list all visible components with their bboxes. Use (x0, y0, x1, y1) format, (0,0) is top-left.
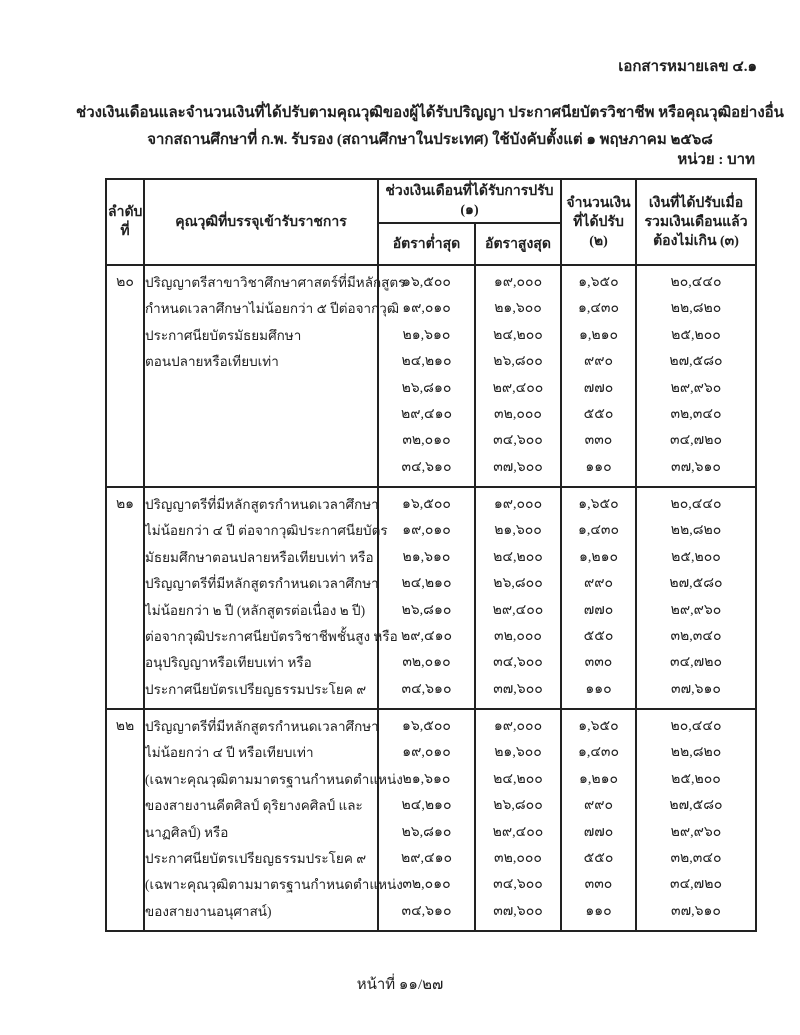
row-cap-amounts-line: ๒๐,๔๔๐ (670, 497, 722, 512)
header-min-rate: อัตราต่ำสุด (378, 223, 475, 265)
row-min-rates-line: ๒๔,๒๑๐ (401, 798, 452, 814)
row-cap-amounts-line: ๒๐,๔๔๐ (670, 719, 722, 734)
header-cap-amount: เงินที่ได้ปรับเมื่อ รวมเงินเดือนแล้ว ต้องไม่เกิน (๓) (636, 179, 756, 265)
row-min-rates-line: ๒๑,๖๑๐ (402, 771, 451, 787)
row-max-rates-line: ๒๙,๔๐๐ (492, 602, 544, 618)
row-adjust-amounts-line: ๙๙๐ (583, 354, 614, 370)
row-max-rates-line: ๑๙,๐๐๐ (493, 497, 543, 512)
row-min-rates (378, 265, 475, 487)
row-cap-amounts-line: ๓๒,๓๔๐ (670, 407, 722, 423)
row-cap-amounts-line: ๓๗,๖๑๐ (671, 459, 721, 475)
row-cap-amounts-line: ๒๒,๘๒๐ (670, 523, 722, 539)
row-cap-amounts-line: ๓๗,๖๑๐ (671, 681, 721, 697)
row-max-rates-line: ๒๙,๔๐๐ (492, 824, 544, 840)
row-qualification-line: ของสายงานอนุศาสน์) (145, 903, 272, 919)
row-cap-amounts (636, 265, 756, 487)
row-cap-amounts (636, 487, 756, 709)
row-qualification-line: (เฉพาะคุณวุฒิตามมาตรฐานกำหนดตำแหน่ง (145, 771, 403, 787)
row-max-rates-line: ๓๒,๐๐๐ (494, 407, 542, 423)
row-qualification-line: กำหนดเวลาศึกษาไม่น้อยกว่า ๕ ปีต่อจากวุฒิ (145, 301, 400, 317)
table-row (106, 487, 756, 709)
row-qualification-line: อนุปริญญาหรือเทียบเท่า หรือ (145, 655, 312, 671)
row-adjust-amounts-line: ๑,๔๓๐ (577, 523, 620, 539)
row-min-rates-line: ๑๖,๕๐๐ (402, 719, 451, 734)
row-cap-amounts-line: ๓๒,๓๔๐ (670, 851, 722, 867)
row-max-rates-line: ๓๔,๖๐๐ (493, 433, 543, 449)
row-min-rates-line: ๒๔,๒๑๐ (401, 354, 452, 370)
row-qualification-line: ไม่น้อยกว่า ๒ ปี (หลักสูตรต่อเนื่อง ๒ ปี) (145, 602, 366, 618)
row-min-rates-line: ๑๖,๕๐๐ (402, 275, 451, 290)
row-adjust-amounts-line: ๑,๖๕๐ (578, 719, 619, 734)
row-min-rates-line: ๒๖,๘๑๐ (401, 824, 452, 840)
row-cap-amounts-line: ๓๔,๗๒๐ (670, 877, 722, 893)
row-adjust-amounts-line: ๗๗๐ (583, 602, 614, 618)
row-qualification-line: ของสายงานคีตศิลป์ ดุริยางคศิลป์ และ (145, 798, 363, 814)
row-cap-amounts-line: ๓๔,๗๒๐ (670, 655, 722, 671)
row-adjust-amounts-line: ๕๕๐ (583, 629, 614, 645)
row-cap-amounts-line: ๒๐,๔๔๐ (670, 275, 722, 290)
row-index-line: ๒๑ (115, 497, 135, 512)
row-adjust-amounts-line: ๑๑๐ (585, 459, 612, 475)
row-max-rates-line: ๓๒,๐๐๐ (494, 851, 542, 867)
document-title-line2: จากสถานศึกษาที่ ก.พ. รับรอง (สถานศึกษาในประเทศ) ใช้บังคับตั้งแต่ ๑ พฤษภาคม ๒๕๖๘ (147, 132, 713, 148)
row-qualification-line: ไม่น้อยกว่า ๔ ปี หรือเทียบเท่า (145, 745, 314, 761)
row-qualification-line: ปริญญาตรีที่มีหลักสูตรกำหนดเวลาศึกษา (145, 497, 379, 512)
row-qualification-line: ประกาศนียบัตรเปรียญธรรมประโยค ๙ (145, 851, 367, 867)
row-cap-amounts-line: ๒๒,๘๒๐ (670, 301, 722, 317)
row-min-rates-line: ๒๖,๘๑๐ (401, 380, 452, 396)
document-title-line1: ช่วงเงินเดือนและจำนวนเงินที่ได้ปรับตามคุณวุฒิของผู้ได้รับปริญญา ประกาศนียบัตรวิชาชีพ หรือคุณวุฒิอย่างอื่น (76, 105, 784, 121)
row-qualification (144, 709, 403, 931)
row-index-line: ๒๒ (115, 719, 135, 734)
row-cap-amounts-line: ๓๔,๗๒๐ (670, 433, 722, 449)
row-max-rates (475, 265, 561, 487)
row-min-rates (378, 487, 475, 709)
row-max-rates-line: ๓๒,๐๐๐ (494, 629, 542, 645)
row-adjust-amounts-line: ๑,๔๓๐ (577, 745, 620, 761)
row-adjust-amounts-line: ๗๗๐ (583, 380, 614, 396)
row-qualification-line: ต่อจากวุฒิประกาศนียบัตรวิชาชีพชั้นสูง หรือ (145, 629, 398, 645)
row-adjust-amounts (561, 709, 636, 931)
row-max-rates-line: ๒๔,๒๐๐ (493, 771, 543, 787)
row-min-rates-line: ๑๙,๐๑๐ (402, 745, 451, 761)
row-min-rates-line: ๑๙,๐๑๐ (402, 301, 451, 317)
row-adjust-amounts-line: ๕๕๐ (583, 407, 614, 423)
row-min-rates (378, 709, 475, 931)
row-qualification-line: ปริญญาตรีที่มีหลักสูตรกำหนดเวลาศึกษา (145, 719, 379, 734)
row-min-rates-line: ๓๔,๖๑๐ (401, 903, 452, 919)
row-adjust-amounts-line: ๓๓๐ (584, 433, 613, 449)
row-qualification-line: (เฉพาะคุณวุฒิตามมาตรฐานกำหนดตำแหน่ง (145, 877, 403, 893)
row-max-rates-line: ๒๑,๖๐๐ (494, 745, 542, 761)
row-index (106, 265, 144, 487)
row-index (106, 709, 144, 931)
row-adjust-amounts-line: ๙๙๐ (583, 576, 614, 592)
row-cap-amounts-line: ๓๗,๖๑๐ (671, 903, 721, 919)
row-adjust-amounts-line: ๑,๖๕๐ (578, 275, 619, 290)
row-min-rates-line: ๓๔,๖๑๐ (401, 681, 452, 697)
row-min-rates-line: ๒๑,๖๑๐ (402, 549, 451, 565)
row-qualification-line: ตอนปลายหรือเทียบเท่า (145, 354, 279, 370)
row-qualification (144, 265, 406, 487)
row-cap-amounts-line: ๓๒,๓๔๐ (670, 629, 722, 645)
row-min-rates-line: ๓๒,๐๑๐ (402, 877, 451, 893)
row-qualification-line: นาฏศิลป์) หรือ (145, 824, 229, 840)
row-cap-amounts-line: ๒๕,๒๐๐ (671, 549, 721, 565)
row-adjust-amounts-line: ๓๓๐ (584, 877, 613, 893)
header-adjust-amount: จำนวนเงิน ที่ได้ปรับ (๒) (561, 179, 636, 265)
header-qualification: คุณวุฒิที่บรรจุเข้ารับราชการ (144, 179, 378, 265)
row-max-rates-line: ๓๔,๖๐๐ (493, 877, 543, 893)
row-cap-amounts-line: ๒๕,๒๐๐ (671, 771, 721, 787)
row-min-rates-line: ๑๖,๕๐๐ (402, 497, 451, 512)
row-adjust-amounts-line: ๑,๔๓๐ (577, 301, 620, 317)
row-max-rates-line: ๒๙,๔๐๐ (492, 380, 544, 396)
row-max-rates-line: ๒๖,๘๐๐ (493, 354, 543, 370)
header-row-1 (106, 179, 756, 223)
row-cap-amounts-line: ๒๗,๕๘๐ (669, 354, 723, 370)
row-max-rates-line: ๒๔,๒๐๐ (493, 549, 543, 565)
header-index: ลำดับ ที่ (106, 179, 144, 265)
row-cap-amounts-line: ๒๗,๕๘๐ (669, 798, 723, 814)
row-adjust-amounts-line: ๑๑๐ (585, 903, 612, 919)
row-max-rates-line: ๑๙,๐๐๐ (493, 275, 543, 290)
row-min-rates-line: ๒๖,๘๑๐ (401, 602, 452, 618)
row-max-rates-line: ๓๔,๖๐๐ (493, 655, 543, 671)
table-row (106, 265, 756, 487)
row-max-rates-line: ๒๖,๘๐๐ (493, 798, 543, 814)
row-cap-amounts (636, 709, 756, 931)
row-min-rates-line: ๒๙,๔๑๐ (400, 851, 452, 867)
page-number: หน้าที่ ๑๑/๒๗ (356, 977, 444, 993)
row-adjust-amounts-line: ๗๗๐ (583, 824, 614, 840)
row-index (106, 487, 144, 709)
row-adjust-amounts-line: ๑,๖๕๐ (578, 497, 619, 512)
unit-label: หน่วย : บาท (677, 152, 755, 168)
row-qualification-line: ประกาศนียบัตรมัธยมศึกษา (145, 327, 302, 343)
row-min-rates-line: ๒๑,๖๑๐ (402, 327, 451, 343)
row-adjust-amounts-line: ๕๕๐ (583, 851, 614, 867)
row-max-rates (475, 487, 561, 709)
table-body (106, 265, 756, 931)
row-max-rates-line: ๓๗,๖๐๐ (493, 459, 543, 475)
doc-number: เอกสารหมายเลข ๔.๑ (618, 59, 757, 75)
row-min-rates-line: ๓๒,๐๑๐ (402, 655, 451, 671)
row-cap-amounts-line: ๒๙,๙๖๐ (670, 602, 722, 618)
row-max-rates (475, 709, 561, 931)
row-cap-amounts-line: ๒๙,๙๖๐ (670, 380, 722, 396)
row-qualification-line: ปริญญาตรีที่มีหลักสูตรกำหนดเวลาศึกษา (145, 576, 379, 592)
row-cap-amounts-line: ๒๙,๙๖๐ (670, 824, 722, 840)
row-adjust-amounts-line: ๑,๒๑๐ (578, 771, 619, 787)
row-min-rates-line: ๒๔,๒๑๐ (401, 576, 452, 592)
row-adjust-amounts (561, 265, 636, 487)
row-index-line: ๒๐ (116, 275, 134, 290)
row-max-rates-line: ๓๗,๖๐๐ (493, 903, 543, 919)
salary-table (105, 178, 757, 932)
row-adjust-amounts-line: ๑,๒๑๐ (578, 549, 619, 565)
row-max-rates-line: ๒๔,๒๐๐ (493, 327, 543, 343)
header-max-rate: อัตราสูงสุด (475, 223, 561, 265)
row-adjust-amounts (561, 487, 636, 709)
row-min-rates-line: ๓๒,๐๑๐ (402, 433, 451, 449)
row-qualification-line: ไม่น้อยกว่า ๔ ปี ต่อจากวุฒิประกาศนียบัตร (145, 523, 388, 539)
row-cap-amounts-line: ๒๕,๒๐๐ (671, 327, 721, 343)
row-cap-amounts-line: ๒๗,๕๘๐ (669, 576, 723, 592)
row-qualification-line: ประกาศนียบัตรเปรียญธรรมประโยค ๙ (145, 681, 367, 697)
row-min-rates-line: ๒๙,๔๑๐ (400, 629, 452, 645)
row-adjust-amounts-line: ๓๓๐ (584, 655, 613, 671)
row-max-rates-line: ๒๑,๖๐๐ (494, 301, 542, 317)
row-min-rates-line: ๑๙,๐๑๐ (402, 523, 451, 539)
row-qualification-line: มัธยมศึกษาตอนปลายหรือเทียบเท่า หรือ (145, 549, 374, 565)
header-salary-range-group: ช่วงเงินเดือนที่ได้รับการปรับ (๑) (378, 179, 561, 223)
row-max-rates-line: ๓๗,๖๐๐ (493, 681, 543, 697)
row-adjust-amounts-line: ๙๙๐ (583, 798, 614, 814)
row-min-rates-line: ๓๔,๖๑๐ (401, 459, 452, 475)
row-adjust-amounts-line: ๑๑๐ (585, 681, 612, 697)
table-row (106, 709, 756, 931)
row-qualification-line: ปริญญาตรีสาขาวิชาศึกษาศาสตร์ที่มีหลักสูตร (145, 275, 406, 290)
document-title (75, 100, 785, 154)
row-max-rates-line: ๒๖,๘๐๐ (493, 576, 543, 592)
row-max-rates-line: ๑๙,๐๐๐ (493, 719, 543, 734)
row-min-rates-line: ๒๙,๔๑๐ (400, 407, 452, 423)
row-max-rates-line: ๒๑,๖๐๐ (494, 523, 542, 539)
row-adjust-amounts-line: ๑,๒๑๐ (578, 327, 619, 343)
row-qualification (144, 487, 398, 709)
row-cap-amounts-line: ๒๒,๘๒๐ (670, 745, 722, 761)
